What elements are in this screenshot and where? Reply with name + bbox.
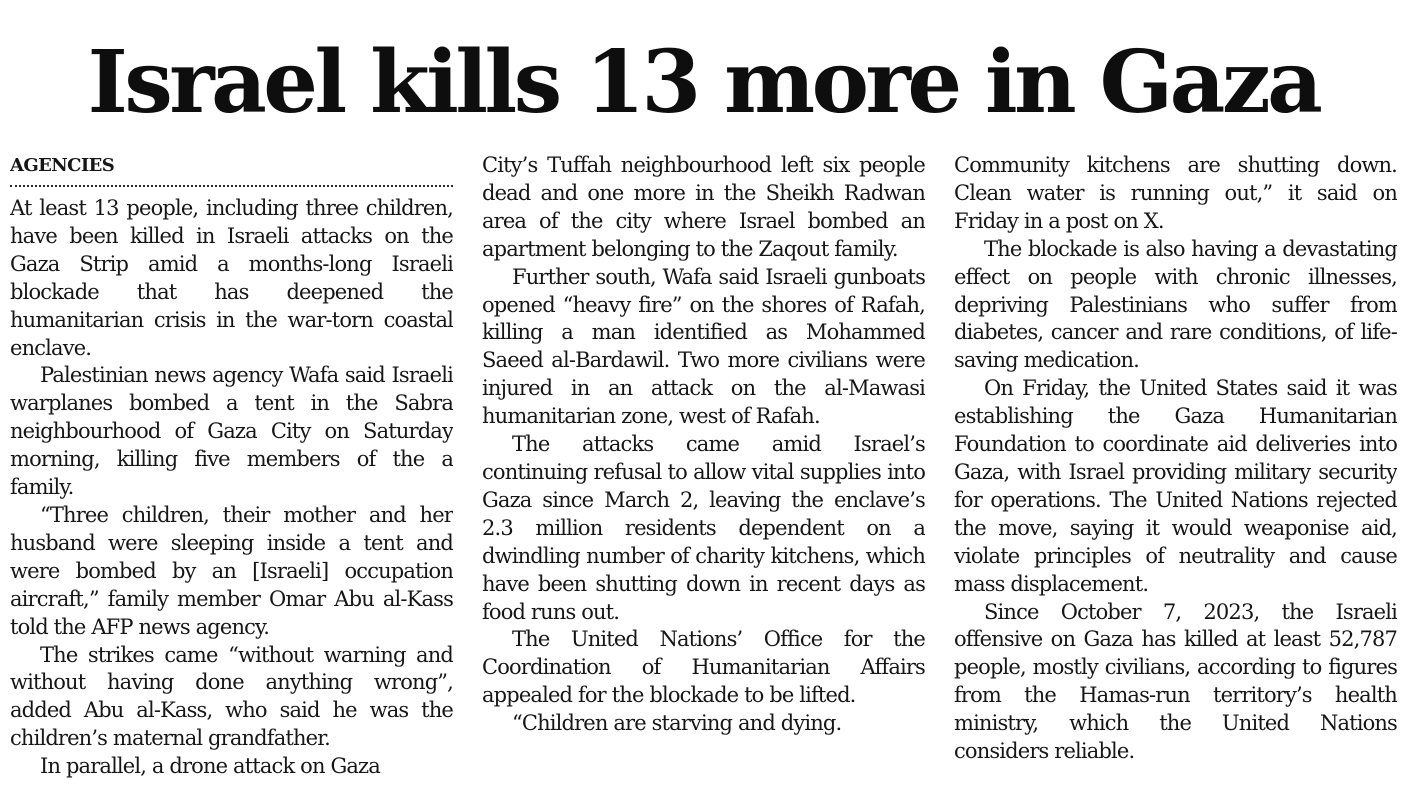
paragraph: Palestinian news agency Wafa said Israeli warplanes bombed a tent in the Sabra neighbourhood of Gaza City on Saturday morning, killing five members of the a family.: [10, 363, 453, 500]
paragraph: “Three children, their mother and her husband were sleeping inside a tent and were bombed by an [Israeli] occupation aircraft,” family member Omar Abu al-Kass told the AFP news agency.: [10, 502, 453, 639]
article-column-1: [10, 152, 453, 802]
paragraph: “Children are starving and dying.: [512, 711, 842, 736]
article-column-3: [954, 152, 1397, 802]
headline: Israel kills 13 more in Gaza: [87, 32, 1320, 133]
paragraph: On Friday, the United States said it was establishing the Gaza Humanitarian Foundation to coordinate aid deliveries into Gaza, with Israel providing military security for operations. The United Nations rejected the move, saying it would weaponise aid, violate principles of neutrality and cause mass displacement.: [954, 376, 1397, 596]
byline: AGENCIES: [10, 152, 453, 187]
paragraph: The blockade is also having a devastating effect on people with chronic illnesses, depriving Palestinians who suffer from diabetes, cancer and rare conditions, of life-saving medication.: [954, 236, 1397, 373]
paragraph: The strikes came “without warning and without having done anything wrong”, added Abu al-Kass, who said he was the children’s maternal grandfather.: [10, 642, 453, 751]
paragraph: The United Nations’ Office for the Coordination of Humanitarian Affairs appealed for the blockade to be lifted.: [482, 627, 925, 708]
paragraph: Since October 7, 2023, the Israeli offensive on Gaza has killed at least 52,787 people, mostly civilians, according to figures from the Hamas-run territory’s health ministry, which the United Nations considers reliable.: [954, 599, 1397, 764]
paragraph: At least 13 people, including three children, have been killed in Israeli attacks on the Gaza Strip amid a months-long Israeli blockade that has deepened the humanitarian crisis in the war-torn coastal enclave.: [10, 196, 453, 360]
paragraph: City’s Tuffah neighbourhood left six people dead and one more in the Sheikh Radwan area of the city where Israel bombed an apartment belonging to the Zaqout family.: [482, 153, 925, 261]
paragraph: Further south, Wafa said Israeli gunboats opened “heavy fire” on the shores of Rafah, killing a man identified as Mohammed Saeed al-Bardawil. Two more civilians were injured in an attack on the al-Mawasi humanitarian zone, west of Rafah.: [482, 264, 925, 429]
article-column-2: [482, 152, 925, 802]
paragraph: The attacks came amid Israel’s continuing refusal to allow vital supplies into Gaza since March 2, leaving the enclave’s 2.3 million residents dependent on a dwindling number of charity kitchens, which have been shutting down in recent days as food runs out.: [482, 432, 925, 624]
paragraph: In parallel, a drone attack on Gaza: [40, 754, 380, 779]
paragraph: Community kitchens are shutting down. Clean water is running out,” it said on Friday in a post on X.: [954, 153, 1397, 233]
